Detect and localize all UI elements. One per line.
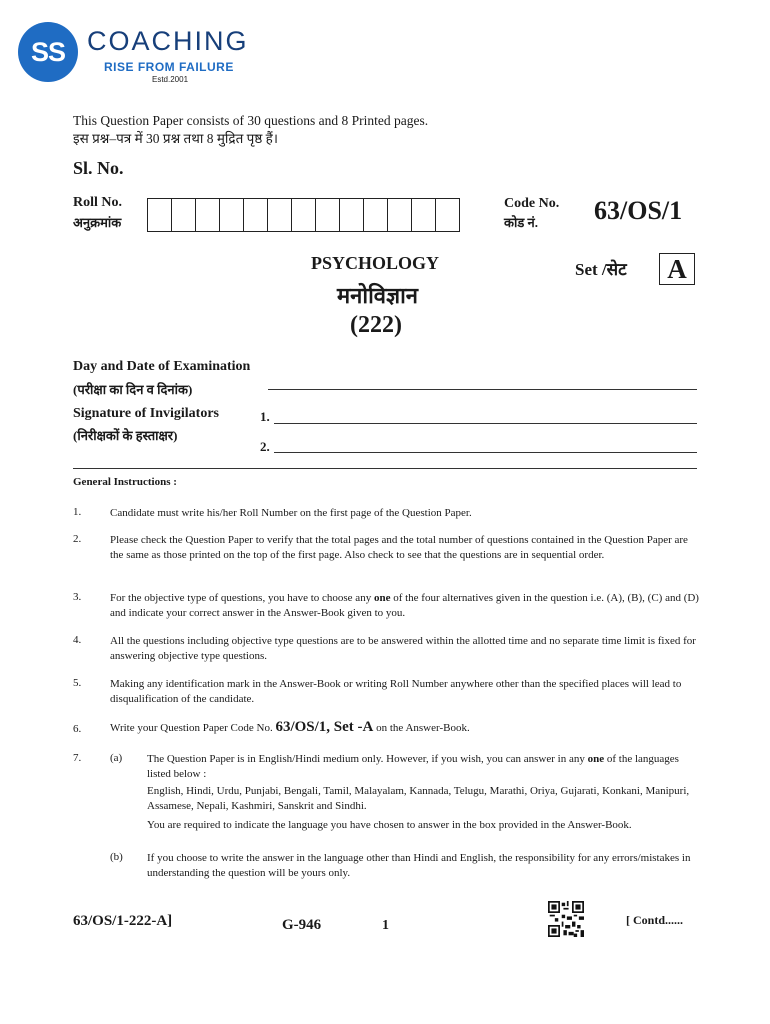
sub-instruction-label: (b)	[110, 851, 123, 863]
serial-number-label: Sl. No.	[73, 158, 124, 178]
instruction-text: For the objective type of questions, you have to choose any one of the four alternatives given in the question i.e. (A), (B), (C) and (D) and indicate your correct answer in the Answer-Book given to you.	[110, 592, 699, 619]
footer-series: G-946	[282, 917, 322, 933]
instruction-number: 6.	[73, 723, 82, 735]
signature-1-number: 1.	[260, 409, 270, 424]
roll-number-box[interactable]	[267, 198, 292, 232]
instruction-text: All the questions including objective type questions are to be answered within the allotted time and no separate time limit is fixed for answering objective type questions.	[110, 635, 696, 662]
language-indication-note: You are required to indicate the language you have chosen to answer in the box provided in the Answer-Book.	[147, 819, 632, 831]
roll-number-box[interactable]	[147, 198, 172, 232]
code-number-label-hindi: कोड नं.	[504, 215, 539, 230]
roll-number-box[interactable]	[171, 198, 196, 232]
exam-date-label-hindi: (परीक्षा का दिन व दिनांक)	[73, 382, 193, 397]
roll-number-box[interactable]	[339, 198, 364, 232]
instruction-text: Making any identification mark in the Answer-Book or writing Roll Number anywhere other than the specified places will lead to disqualification of the candidate.	[110, 678, 682, 705]
roll-number-boxes[interactable]	[148, 198, 460, 232]
logo-established: Estd.2001	[152, 75, 189, 84]
logo-emblem: SS	[18, 22, 78, 82]
code-number-value: 63/OS/1	[594, 196, 683, 225]
instruction-number: 7.	[73, 752, 82, 764]
roll-number-box[interactable]	[195, 198, 220, 232]
section-divider	[73, 468, 697, 469]
footer-paper-code: 63/OS/1-222-A]	[73, 913, 173, 929]
invigilator-signature-label: Signature of Invigilators	[73, 406, 219, 421]
footer-continued: [ Contd......	[626, 913, 684, 927]
roll-number-box[interactable]	[435, 198, 460, 232]
qr-code-icon	[548, 901, 584, 937]
instruction-number: 2.	[73, 533, 82, 545]
sub-instruction-label: (a)	[110, 752, 123, 764]
signature-2-number: 2.	[260, 439, 270, 454]
instruction-number: 4.	[73, 634, 82, 646]
signature-1-line[interactable]	[274, 423, 697, 424]
logo-tagline: RISE FROM FAILURE	[104, 60, 234, 74]
set-value-box: A	[659, 253, 695, 285]
logo-name: COACHING	[87, 26, 249, 56]
roll-number-box[interactable]	[387, 198, 412, 232]
exam-date-line[interactable]	[268, 389, 697, 390]
subject-code: (222)	[350, 312, 402, 338]
roll-number-label-hindi: अनुक्रमांक	[73, 215, 122, 230]
roll-number-label: Roll No.	[73, 195, 122, 210]
instructions-heading: General Instructions :	[73, 476, 177, 488]
roll-number-box[interactable]	[219, 198, 244, 232]
instruction-text: Candidate must write his/her Roll Number on the first page of the Question Paper.	[110, 507, 472, 519]
instruction-text: Write your Question Paper Code No. 63/OS/1, Set -A on the Answer-Book.	[110, 719, 470, 735]
roll-number-box[interactable]	[291, 198, 316, 232]
set-label: Set /सेट	[575, 260, 627, 279]
exam-date-label: Day and Date of Examination	[73, 359, 251, 374]
roll-number-box[interactable]	[363, 198, 388, 232]
roll-number-box[interactable]	[411, 198, 436, 232]
code-number-label: Code No.	[504, 196, 560, 211]
instruction-number: 3.	[73, 591, 82, 603]
language-list: English, Hindi, Urdu, Punjabi, Bengali, Tamil, Malayalam, Kannada, Telugu, Marathi, Oriya, Gujarati, Konkani, Manipuri, Assamese, Nepali, Kashmiri, Sanskrit and Sindhi.	[147, 785, 690, 812]
footer-page-number: 1	[382, 918, 389, 933]
sub-instruction-text: If you choose to write the answer in the language other than Hindi and English, the responsibility for any errors/mistakes in understanding the question will be yours only.	[147, 852, 691, 879]
signature-2-line[interactable]	[274, 452, 697, 453]
pages-info-english: This Question Paper consists of 30 questions and 8 Printed pages.	[73, 113, 429, 128]
sub-instruction-text: The Question Paper is in English/Hindi medium only. However, if you wish, you can answer in any one of the languages listed below :	[147, 753, 679, 780]
roll-number-box[interactable]	[315, 198, 340, 232]
subject-title-hindi: मनोविज्ञान	[337, 283, 419, 308]
roll-number-box[interactable]	[243, 198, 268, 232]
subject-title-english: PSYCHOLOGY	[311, 253, 440, 273]
instruction-number: 1.	[73, 506, 82, 518]
invigilator-signature-label-hindi: (निरीक्षकों के हस्ताक्षर)	[73, 428, 178, 443]
pages-info-hindi: इस प्रश्न–पत्र में 30 प्रश्न तथा 8 मुद्रित पृष्ठ हैं।	[73, 131, 278, 146]
instruction-number: 5.	[73, 677, 82, 689]
instruction-text: Please check the Question Paper to verify that the total pages and the total number of questions contained in the Question Paper are the same as those printed on the top of the first page. Also check to see that the questions are in sequential order.	[110, 534, 688, 561]
